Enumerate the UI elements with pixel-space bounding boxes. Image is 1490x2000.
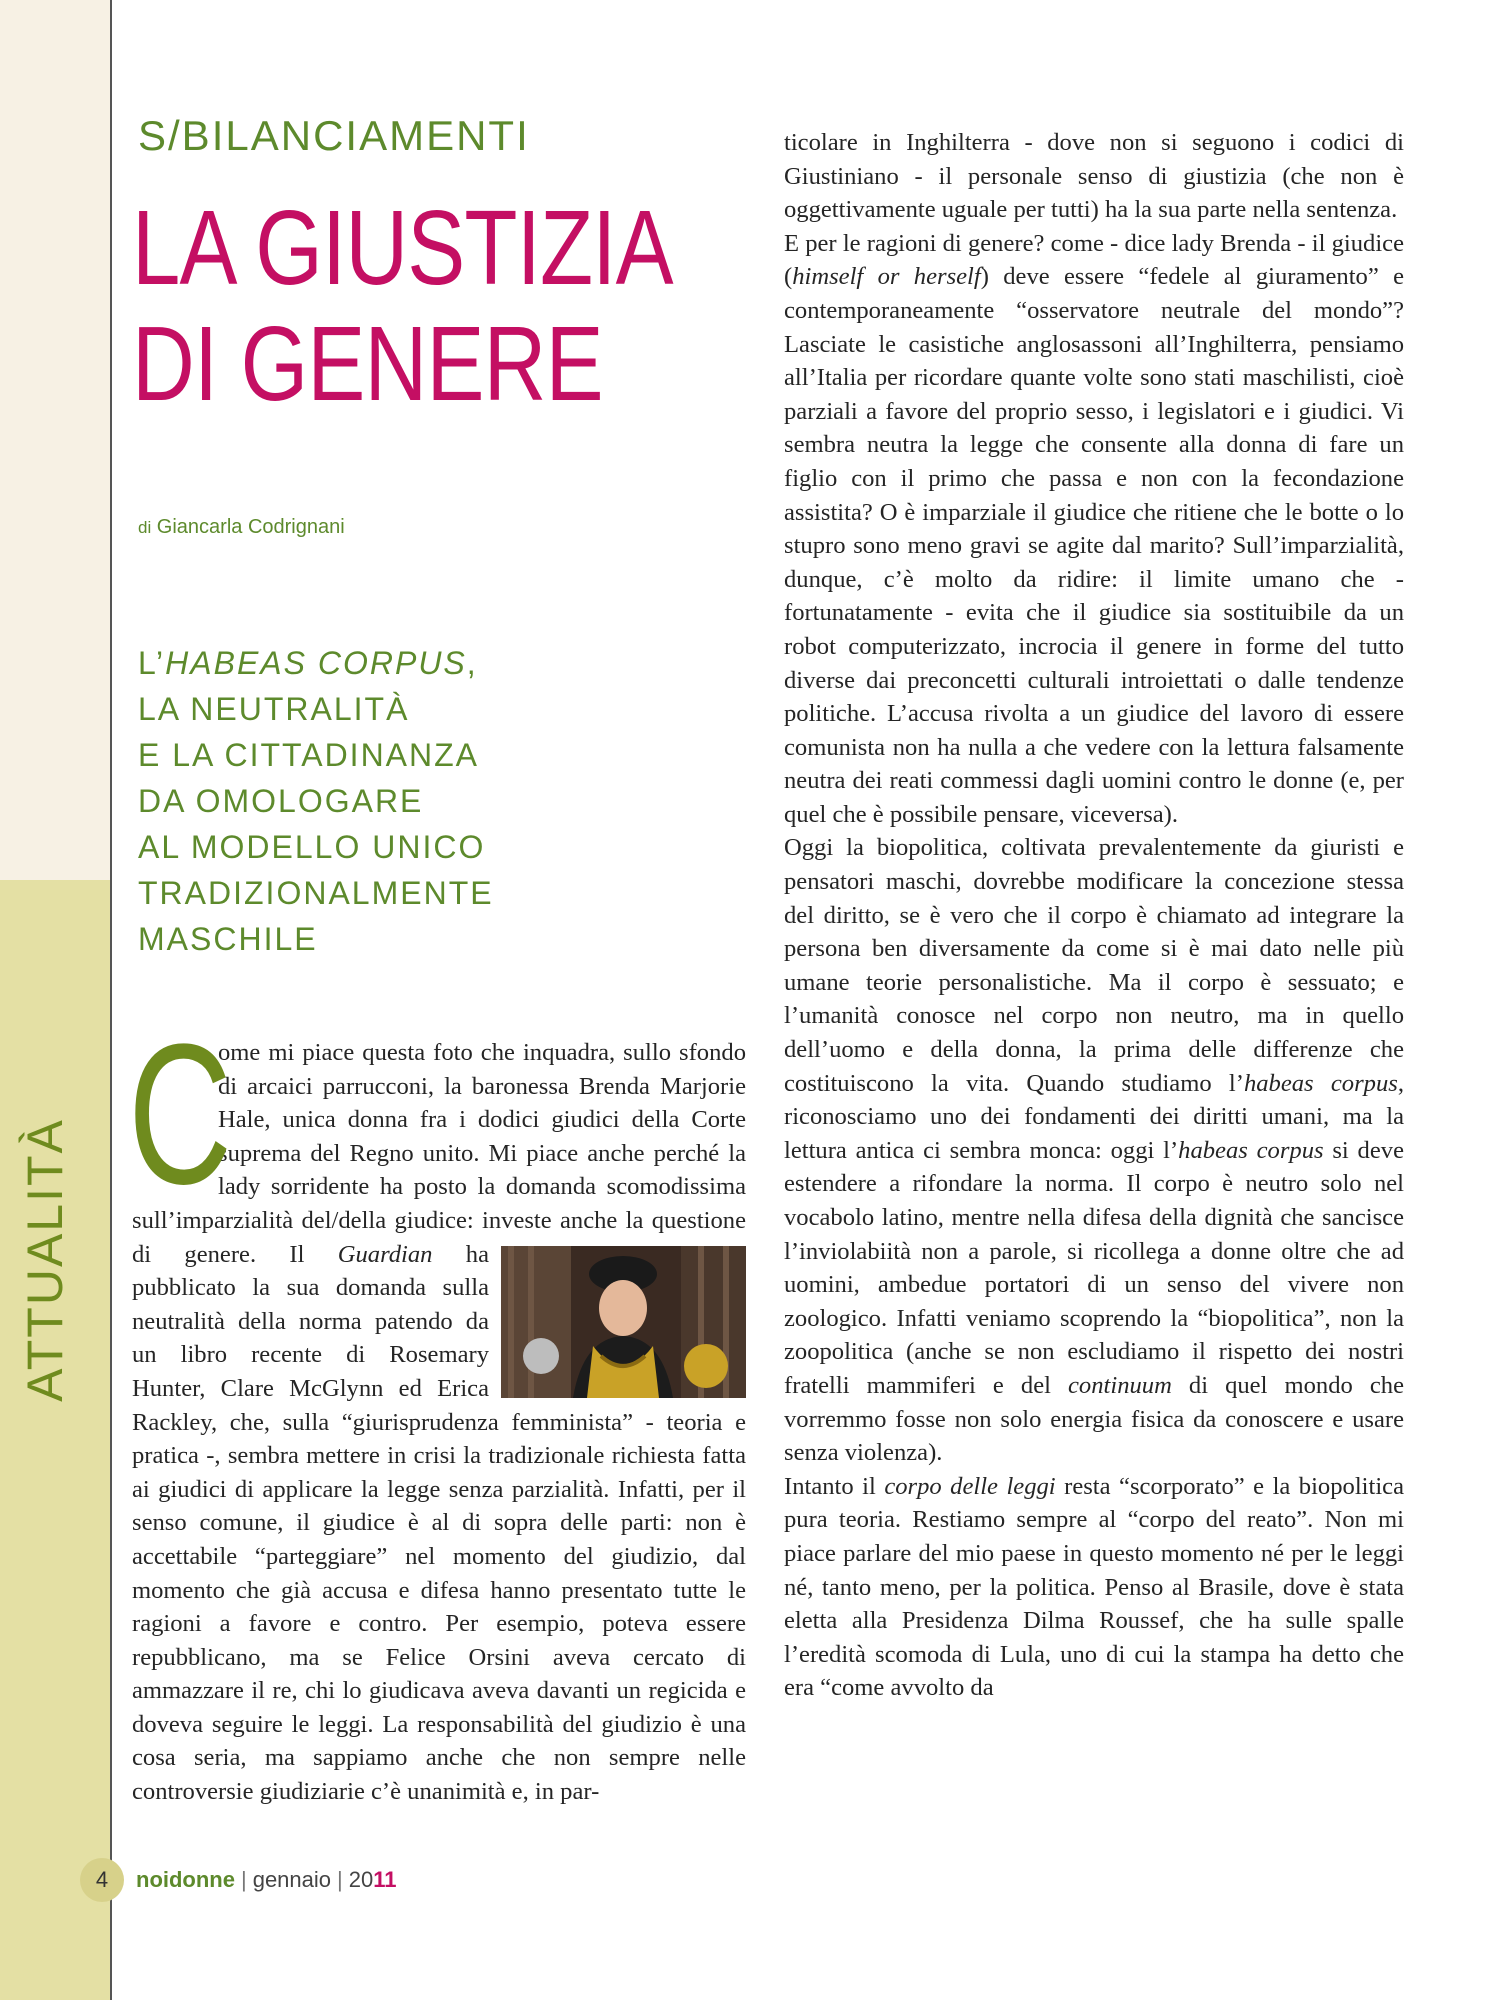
paragraph: Oggi la biopolitica, coltivata prevalentemente da giuristi e pensatori maschi, dovrebbe modificare la concezione stessa del diritto, se è vero che il corpo è chiamato ad integrare la persona ben diversamente da come si è mai dato nelle più umane teorie personalistiche. Ma il corpo è sessuato; e l’umanità conosce nel corpo non neutro, ma in quello dell’uomo e della donna, la prima delle differenze che costituiscono la vita. Quando studiamo l’habeas corpus, riconosciamo uno dei fondamenti dei diritti umani, ma la lettura antica ci sembra monca: oggi l’habeas corpus si deve estendere a rifondare la norma. Il corpo è neutro solo nel vocabolo latino, mentre nella difesa della dignità che sancisce l’inviolabiità non a parole, si ricollega a donne oltre che ad uomini, ambedue portatori di un senso del vivere non zoologico. Infatti veniamo scoprendo la “biopolitica”, non la zoopolitica (anche se non escludiamo il rispetto dei nostri fratelli mammiferi e del continuum di quel mondo che vorremmo fosse non solo energia fisica da conoscere e usare senza violenza).: [784, 834, 1404, 1467]
section-band: [0, 880, 110, 2000]
subtitle-line: E LA CITTADINANZA: [138, 737, 480, 773]
author: Giancarla Codrignani: [156, 516, 345, 538]
paragraph: ticolare in Inghilterra - dove non si seguono i codici di Giustiniano - il personale senso di giustizia (che non è oggettivamente uguale per tutti) ha la sua parte nella sentenza.: [784, 129, 1404, 224]
subtitle-line: LA NEUTRALITÀ: [138, 691, 410, 727]
margin-rule: [110, 0, 112, 2000]
drop-cap: C: [128, 1003, 232, 1226]
title-line-2: DI GENERE: [132, 305, 603, 423]
subtitle: [138, 640, 494, 962]
subtitle-line: DA OMOLOGARE: [138, 783, 424, 819]
paragraph: E per le ragioni di genere? come - dice lady Brenda - il giudice (himself or herself) deve essere “fedele al giuramento” e contemporaneamente “osservatore neutrale del mondo”? Lasciate le casistiche anglosassoni all’Inghilterra, pensiamo all’Italia per ricordare quante volte sono stati maschilisti, cioè parziali a favore del proprio sesso, i legislatori e i giudici. Vi sembra neutra la legge che consente alla donna di fare un figlio con il primo che passa e non con la fecondazione assistita? O è imparziale il giudice che ritiene che le botte o lo stupro sono meno gravi se agite dal marito? Sull’imparzialità, dunque, c’è molto da ridire: il limite umano che - fortunatamente - evita che il giudice sia sostituibile da un robot computerizzato, incrocia il genere in forme del tutto diverse dai preconcetti culturali introiettati o dalle tendenze politiche. L’accusa rivolta a un giudice del lavoro di essere comunista non ha nulla a che vedere con la lettura falsamente neutra dei reati commessi dagli uomini contro le donne (e, per quel che è possibile pensare, viceversa).: [784, 229, 1404, 828]
byline: di Giancarla Codrignani: [138, 516, 345, 538]
page-number: 4: [80, 1858, 124, 1902]
subtitle-line: L’HABEAS CORPUS,: [138, 645, 478, 681]
magazine-name: noidonne: [136, 1867, 235, 1892]
issue-year: 2011: [348, 1867, 397, 1892]
body-column-1: [128, 1003, 746, 1809]
issue-month: gennaio: [252, 1867, 332, 1892]
paragraph: ome mi piace questa foto che inquadra, sullo sfondo di arcaici parrucconi, la baronessa Brenda Marjorie Hale, unica donna fra i dodici giudici della Corte suprema del Regno unito. Mi piace anche perché la lady sorridente ha posto la domanda scomodissima sull’imparzialità del/della giudice: investe anche la questione di genere. Il Guardian ha pubblicato la sua domanda sulla neutralità della norma patendo da un libro recente di Rosemary Hunter, Clare McGlynn ed Erica Rackley, che, sulla “giurisprudenza femminista” - teoria e pratica -, sembra mettere in crisi la tradizionale richiesta fatta ai giudici di applicare la legge senza parzialità. Infatti, per il senso comune, il giudice è al di sopra delle parti: non è accettabile “parteggiare” nel momento del giudizio, dal momento che già accusa e difesa hanno presentato tutte le ragioni a favore e contro. Per esempio, poteva essere repubblicano, ma se Felice Orsini aveva cercato di ammazzare il re, chi lo giudicava aveva davanti un regicida e doveva seguire le leggi. La responsabilità del giudizio è una cosa seria, ma sappiamo anche che non sempre nelle controversie giudiziarie c’è unanimità e, in par-: [132, 1039, 746, 1806]
body-column-2: [784, 126, 1404, 1705]
subtitle-line: TRADIZIONALMENTE: [138, 875, 494, 911]
paragraph: Intanto il corpo delle leggi resta “scorporato” e la biopolitica pura teoria. Restiamo sempre al “corpo del reato”. Non mi piace parlare del mio paese in questo momento né per le leggi né, tanto meno, per la politica. Penso al Brasile, dove è stata eletta alla Presidenza Dilma Roussef, che ha sulle spalle l’eredità scomoda di Lula, uno di cui la stampa ha detto che era “come avvolto da: [784, 1472, 1404, 1702]
page-footer: [80, 1858, 396, 1902]
floral-decoration: [0, 0, 110, 2000]
title-line-1: LA GIUSTIZIA: [132, 189, 673, 307]
judge-photo: [501, 1246, 746, 1398]
article-title: [132, 190, 673, 422]
subtitle-line: AL MODELLO UNICO: [138, 829, 486, 865]
kicker: S/BILANCIAMENTI: [138, 112, 530, 159]
subtitle-line: MASCHILE: [138, 921, 318, 957]
section-label: ATTUALITÀ: [17, 1118, 73, 1402]
publication-info: noidonne | gennaio | 2011: [136, 1867, 397, 1892]
